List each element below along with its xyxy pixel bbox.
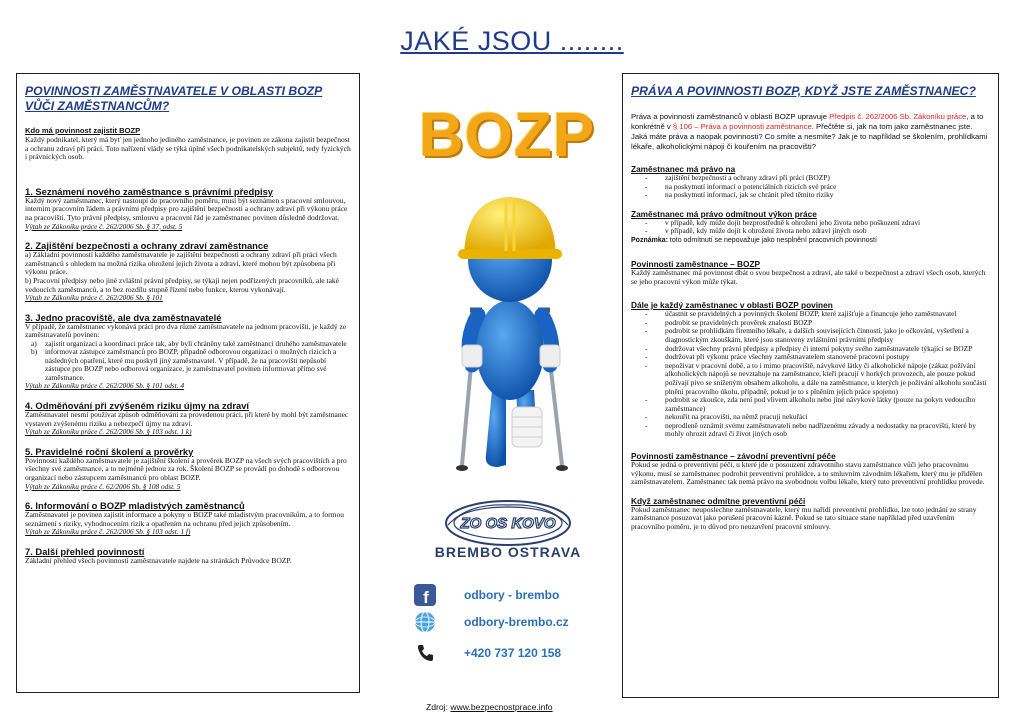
section-5-source: Výtah ze Zákoníku práce č. 62/2006 Sb. § 108 odst. 5 [25,481,181,491]
phone-label[interactable]: +420 737 120 158 [464,646,562,660]
section-7 [25,546,351,566]
logo-bottom-text: BREMBO OSTRAVA [434,544,582,560]
right-panel-heading: PRÁVA A POVINNOSTI BOZP, KDYŽ JSTE ZAMĚSTNANEC? [631,84,976,98]
list-item: - na poskytnutí informací, jak se chránit před těmito riziky [631,191,990,200]
intro-part-1: Práva a povinnosti zaměstnanců v oblasti BOZP upravuje [631,112,830,121]
list-item: - nekouřit na pracovišti, na němž pracují nekuřáci [631,413,990,422]
duties-section [631,259,990,286]
section-7-text: Základní přehled všech povinností zaměstnavatele najdete na stránkách Průvodce BOZP. [25,555,292,565]
refusal-section [631,209,990,245]
intro-section [25,126,351,162]
rights-list [631,174,990,200]
section-5-text: Povinností každého zaměstnavatele je zajištění školení a prověrek BOZP na všech svých pracovištích a pro všechny své zaměstnance, a to nejméně jednou za rok. Školení BOZP se provádí po dohodě s odborovou organizací nebo zástupcem zaměstnanců pro oblast BOZP. [25,455,347,482]
intro-text: Každý podnikatel, který má byť jen jednoho jediného zaměstnance, je povinen ze zákona zajistit bezpečnost a ochranu zdraví při práci. Toto nařízení vlády se týká úplně všech podnikatelských subjektů, tedy fyzických i právnických osob. [25,135,351,162]
bozp-heading: BOZP [418,101,596,170]
employer-duties-panel [16,73,360,693]
section-2-text-b: b) Pracovní předpisy nebo jiné zvláštní právní předpisy, se týkají nejen podřízených pracovníků, ale také vedoucích zaměstnanců, a to bez rozdílu stupně řízení nebo funkce, kterou vykonávají. [25,275,340,294]
phone-icon [414,642,436,664]
list-item: - podrobit se zkoušce, zda není pod vlivem alkoholu nebo jiné návykové látky (pouze na pokyn vedoucího zaměstnance) [631,396,990,413]
facebook-contact[interactable] [414,582,614,608]
note-label: Poznámka: [631,236,668,244]
section-2-source: Výtah ze Zákoníku práce č. 262/2006 Sb. § 101 [25,293,163,303]
note-text: toto odmítnutí se nepovažuje jako nesplnění pracovních povinností [667,236,877,244]
source-label: Zdroj: [426,702,451,712]
section-2-title: 2. Zajištění bezpečnosti a ochrany zdraví zaměstnance [25,240,269,252]
refusal-note [631,236,990,245]
list-item: - neprodleně oznámit svému zaměstnavateli nebo nadřízenému závady a nedostatky na pracovišti, které by mohly ohrozit zdraví či život jiných osob [631,422,990,439]
further-duties-section [631,300,990,439]
logo-top-text: ZO OS KOVO [460,515,556,532]
section-1-source: Výtah ze Zákoníku práce č. 262/2006 Sb. § 37, odst. 5 [25,221,183,231]
refusal-care-text: Pokud zaměstnanec neuposlechne zaměstnavatele, který mu nařídí preventivní prohlídku, lze toto jednání ze strany zaměstnance posuzovat jako porušení pracovní kázně. Pokud se tato situace stane například před uzavřením pracovního poměru, je to důvod pro neuzavření pracovní smlouvy. [631,504,977,532]
section-4-text: Zaměstnavatel nesmí používat způsob odměňování za provedenou práci, při které by mohl být zaměstnanec vystaven zvýšenému riziku a nebezpečí újmy na zdraví. [25,410,349,428]
duties-title: Povinnosti zaměstnance – BOZP [631,258,761,269]
further-duties-list [631,310,990,439]
section-5-title: 5. Pravidelné roční školení a prověrky [25,445,194,457]
page-title: JAKÉ JSOU ........ [400,26,624,56]
list-item: - v případě, kdy může dojít bezprostředně k ohrožení jeho života nebo poškození zdraví [631,219,990,228]
section-1-title: 1. Seznámení nového zaměstnance s právními předpisy [25,185,274,197]
list-item: - dodržovat při výkonu práce všechny zaměstnavatelem stanovené pracovní postupy [631,353,990,362]
source-line [426,702,553,712]
section-3-source: Výtah ze Zákoníku práce č. 262/2006 Sb. § 101 odst. 4 [25,381,185,391]
web-label[interactable]: odbory-brembo.cz [464,615,569,629]
refusal-title: Zaměstnanec má právo odmítnout výkon práce [631,208,817,219]
preventive-care-section [631,451,990,487]
intro-title: Kdo má povinnost zajistit BOZP [25,126,141,135]
refusal-list [631,219,990,236]
section-1 [25,186,351,231]
list-item: - podrobit se prohlídkám firemního lékaře, a dalších souvisejících činností, jako je očkování, vyšetření a diagnostickým zkouškám, které jsou stanoveny zvláštními právními předpisy [631,327,990,344]
section-3-item-b: b) informovat zástupce zaměstnanců pro BOZP, případně odborovou organizaci o možných rizicích a následných opatření, které mu poskytl jiný zaměstnavatel. V případě, že na pracovišti nepůsobí zástupce pro BOZP nebo odborová organizace, je zaměstnavatel povinen informovat přímo své zaměstnance. [25,348,351,382]
list-item: - dodržovat všechny právní předpisy a předpisy či interní pokyny svého zaměstnavatele týkající se BOZP [631,345,990,354]
section-6-text: Zaměstnavatel je povinen zajistit informace a pokyny o BOZP také mladistvým pracovníkům, a to formou seznámení s riziky, vyhodnocením rizik a opatřením na ochranu před jejich způsobením. [25,510,345,528]
section-3 [25,312,351,391]
left-panel-heading: POVINNOSTI ZAMĚSTNAVATELE V OBLASTI BOZP VŮČI ZAMĚSTNANCŮM? [25,84,323,113]
section-6-title: 6. Informování o BOZP mladistvých zaměstnanců [25,500,245,512]
section-7-title: 7. Další přehled povinností [25,545,145,557]
section-6 [25,500,351,537]
intro-law-reference: Předpis č. 262/2006 Sb. Zákoníku práce [829,112,967,121]
source-link[interactable]: www.bezpecnostprace.info [450,702,553,712]
list-item: - v případě, kdy může dojít k ohrožení života nebo zdraví jiných osob [631,227,990,236]
list-item: - zajištění bezpečnosti a ochrany zdraví při práci (BOZP) [631,174,990,183]
section-1-text: Každý nový zaměstnanec, který nastoupí do pracovního poměru, musí být seznámen s pracovní smlouvou, interním pracovním řádem a právními předpisy pro zajištění bezpečnosti a ochrany zdraví při výkonu práce na pracovišti. Tyto právní předpisy, smlouvu a pracovní řád je zaměstnanec povinen důsledně dodržovat. [25,195,348,222]
employee-rights-panel [622,73,999,698]
section-3-item-a: a) zajistit organizaci a koordinaci práce tak, aby byli chráněny také zaměstnanci druhého zaměstnavatele [25,340,351,349]
intro-part-3: . Přečtěte si, jak na tom jako zaměstnanec jste. Jaká máte práva a naopak povinnosti? Co smíte a nesmíte? Jak je to například se školením, prohlídkami lékaře, alkoholickými nápoji či kouřením na pracovišti? [631,122,988,151]
web-contact[interactable] [414,609,614,635]
phone-contact[interactable] [414,640,614,666]
facebook-label[interactable]: odbory - brembo [464,588,560,602]
preventive-care-title: Povinnosti zaměstnance – závodní preventivní péče [631,451,836,462]
section-4 [25,400,351,437]
further-duties-title: Dále je každý zaměstnanec v oblasti BOZP povinen [631,300,833,311]
section-6-source: Výtah ze Zákoníku práce č. 262/2006 Sb. § 103 odst. 1 f) [25,527,191,537]
injured-worker-figure-icon [414,175,604,485]
list-item: - účastnit se pravidelných a povinných školení BOZP, které zajišťuje a financuje jeho zaměstnavatel [631,310,990,319]
preventive-care-text: Pokud se jedná o preventivní péči, u které jde o posouzení zdravotního stavu zaměstnance vůči jeho pracovnímu výkonu, musí se zaměstnanec podrobit preventivní prohlídce, a to smluvním závodním lékařem, který mu je přidělen zaměstnavatelem. Zaměstnanec tak nemá právo na svobodnou volbu lékaře, který tuto preventivní prohlídku provede. [631,460,985,487]
section-2-text-a: a) Základní povinností každého zaměstnavatele je zajištění bezpečnosti a ochrany zdraví při práci všech zaměstnanců s ohledem na možná rizika ohrožení jejich života a zdraví, které mohou být způsobena při výkonu práce. [25,250,337,277]
list-item: - nepožívat v pracovní době, a to i mimo pracoviště, návykové látky či alkoholické nápoje (zákaz požívání alkoholických nápojů se nevztahuje na zaměstnance, kteří pracují v horkých provozech, ale pouze pokud požívají pivo se sníženým obsahem alkoholu, a dále na zaměstnance, u kterých je požívání alkoholu součástí plnění pracovního úkolu, případně, pokud je to s plněním jejich práce spojeno) [631,362,990,396]
section-2 [25,240,351,303]
section-5 [25,446,351,491]
svg-text:f: f [423,588,429,606]
globe-icon [414,611,436,633]
intro-paragraph-reference: § 106 – Práva a povinnosti zaměstnance [672,122,812,131]
list-item: - podrobit se pravidelných prověrek znalostí BOZP [631,319,990,328]
rights-title: Zaměstnanec má právo na [631,164,736,174]
rights-section [631,164,990,200]
zo-os-kovo-logo [408,495,608,567]
list-item: - na poskytnutí informací o potenciálních rizicích své práce [631,183,990,192]
section-3-text: V případě, že zaměstnanec vykonává práci pro dva různé zaměstnavatele na jednom pracovišti, je každý ze zaměstnavatelů povinen: [25,321,347,340]
facebook-icon [414,584,436,606]
section-4-source: Výtah ze Zákoníku práce č. 262/2006 Sb. § 103 odst. 1 k) [25,427,192,437]
section-4-title: 4. Odměňování při zvýšeném riziku újmy na zdraví [25,400,250,411]
right-intro [631,112,990,152]
refusal-care-title: Když zaměstnanec odmítne preventivní péči [631,495,806,506]
refusal-care-section [631,496,990,532]
duties-text: Každý zaměstnanec má povinnost dbát o svou bezpečnost a zdraví, ale také o bezpečnost a zdraví všech osob, kterých se jeho pracovní výkon může týkat. [631,267,986,286]
intro-part-2: , a to konkrétně v [631,112,984,131]
section-3-title: 3. Jedno pracoviště, ale dva zaměstnavatelé [25,311,222,323]
